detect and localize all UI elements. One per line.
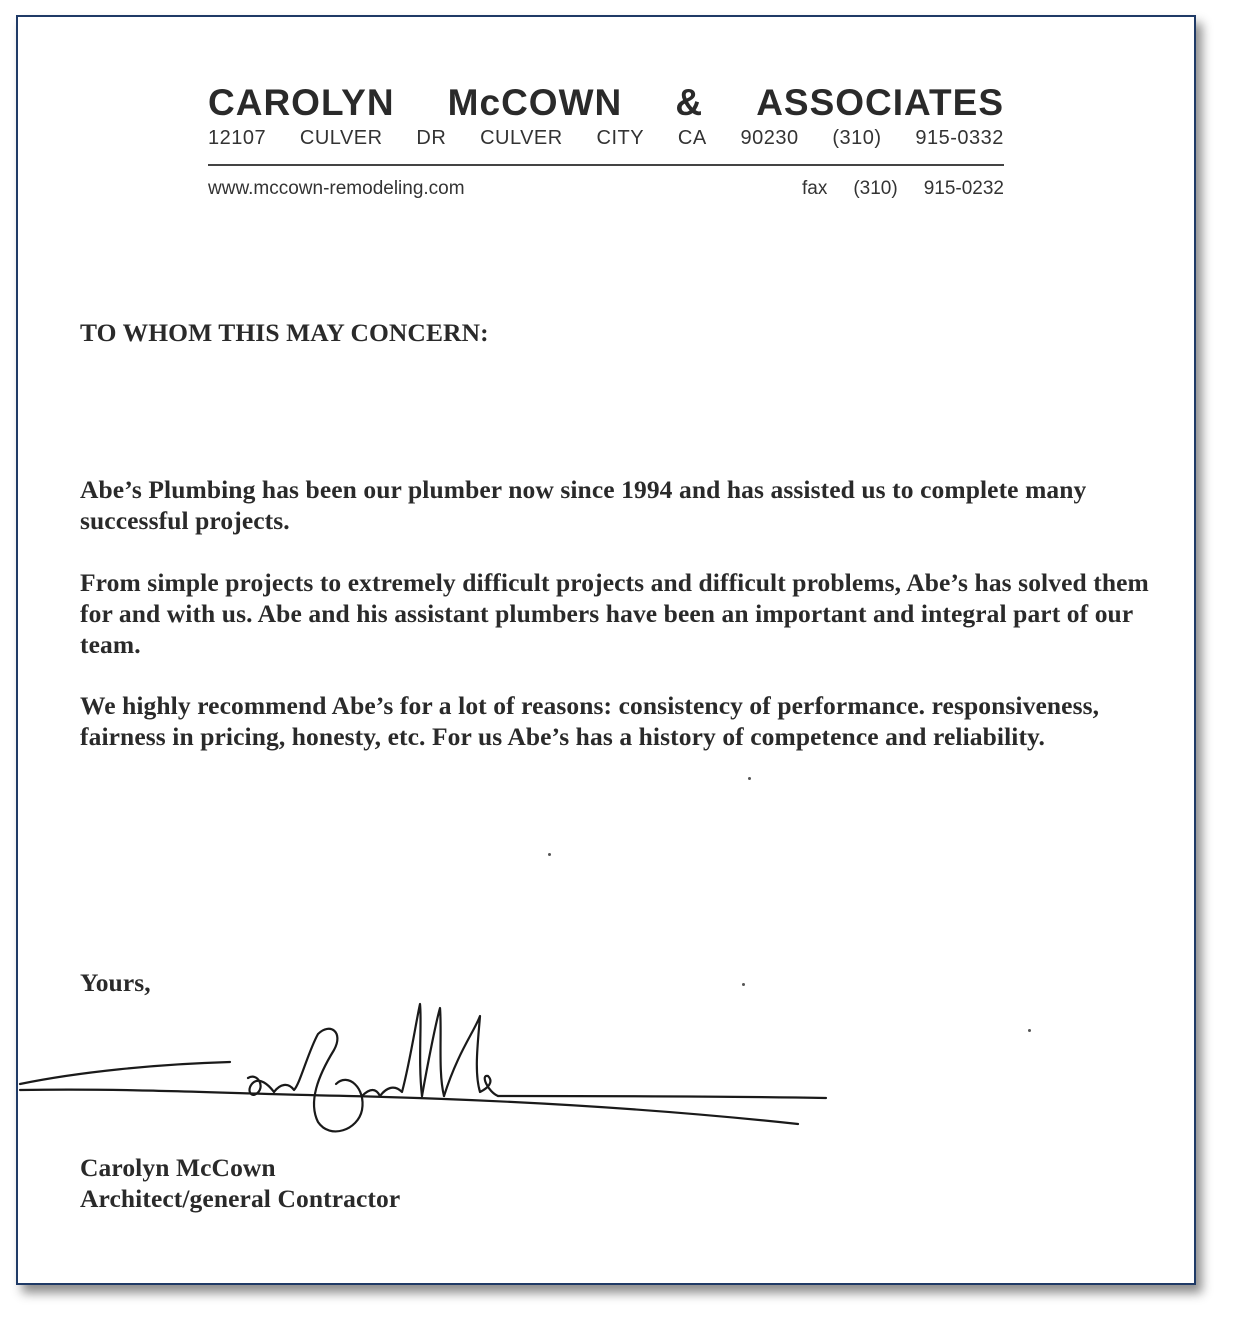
scan-speck xyxy=(742,983,745,986)
signer-title: Architect/general Contractor xyxy=(80,1184,401,1213)
letterhead xyxy=(208,83,1004,200)
address-part: 915-0332 xyxy=(915,127,1004,149)
fax-number: 915-0232 xyxy=(923,178,1004,199)
fax-area-code: (310) xyxy=(853,178,898,199)
address-part: DR xyxy=(416,127,447,149)
scan-speck xyxy=(1028,1029,1031,1032)
address-part: CULVER xyxy=(480,127,563,149)
body-paragraph-3: We highly recommend Abe’s for a lot of reasons: consistency of performance. responsiveness, fairness in pricing, honesty, etc. For us Abe’s has a history of competence and reliability. xyxy=(80,691,1100,751)
letter-page xyxy=(16,15,1196,1285)
fax-label: fax xyxy=(801,178,828,199)
address-part: CULVER xyxy=(299,127,383,149)
contact-line xyxy=(208,178,1004,200)
company-word: ASSOCIATES xyxy=(756,82,1004,123)
website-text: www.mccown-remodeling.com xyxy=(208,178,465,199)
scan-speck xyxy=(748,777,751,780)
company-name xyxy=(208,83,1004,123)
closing: Yours, xyxy=(80,968,151,997)
letterhead-divider xyxy=(208,164,1004,166)
scan-speck xyxy=(548,853,551,856)
company-word: & xyxy=(675,82,704,123)
handwritten-signature xyxy=(18,992,858,1142)
body-paragraph-2: From simple projects to extremely difficult projects and difficult problems, Abe’s has solved them for and with us. Abe and his assistant plumbers have been an important and integral part of our team. xyxy=(80,568,1149,659)
address-part: 90230 xyxy=(740,127,799,149)
address-part: CA xyxy=(677,127,707,149)
fax-group xyxy=(802,178,1004,200)
body-paragraph-1: Abe’s Plumbing has been our plumber now since 1994 and has assisted us to complete many successful projects. xyxy=(80,475,1087,535)
company-address xyxy=(208,127,1004,150)
address-part: 12107 xyxy=(208,127,267,149)
address-part: (310) xyxy=(832,127,882,149)
company-word: CAROLYN xyxy=(208,82,395,123)
signer-name: Carolyn McCown xyxy=(80,1153,276,1182)
company-word: McCOWN xyxy=(447,82,623,123)
salutation: TO WHOM THIS MAY CONCERN: xyxy=(80,318,489,347)
address-part: CITY xyxy=(596,127,645,149)
